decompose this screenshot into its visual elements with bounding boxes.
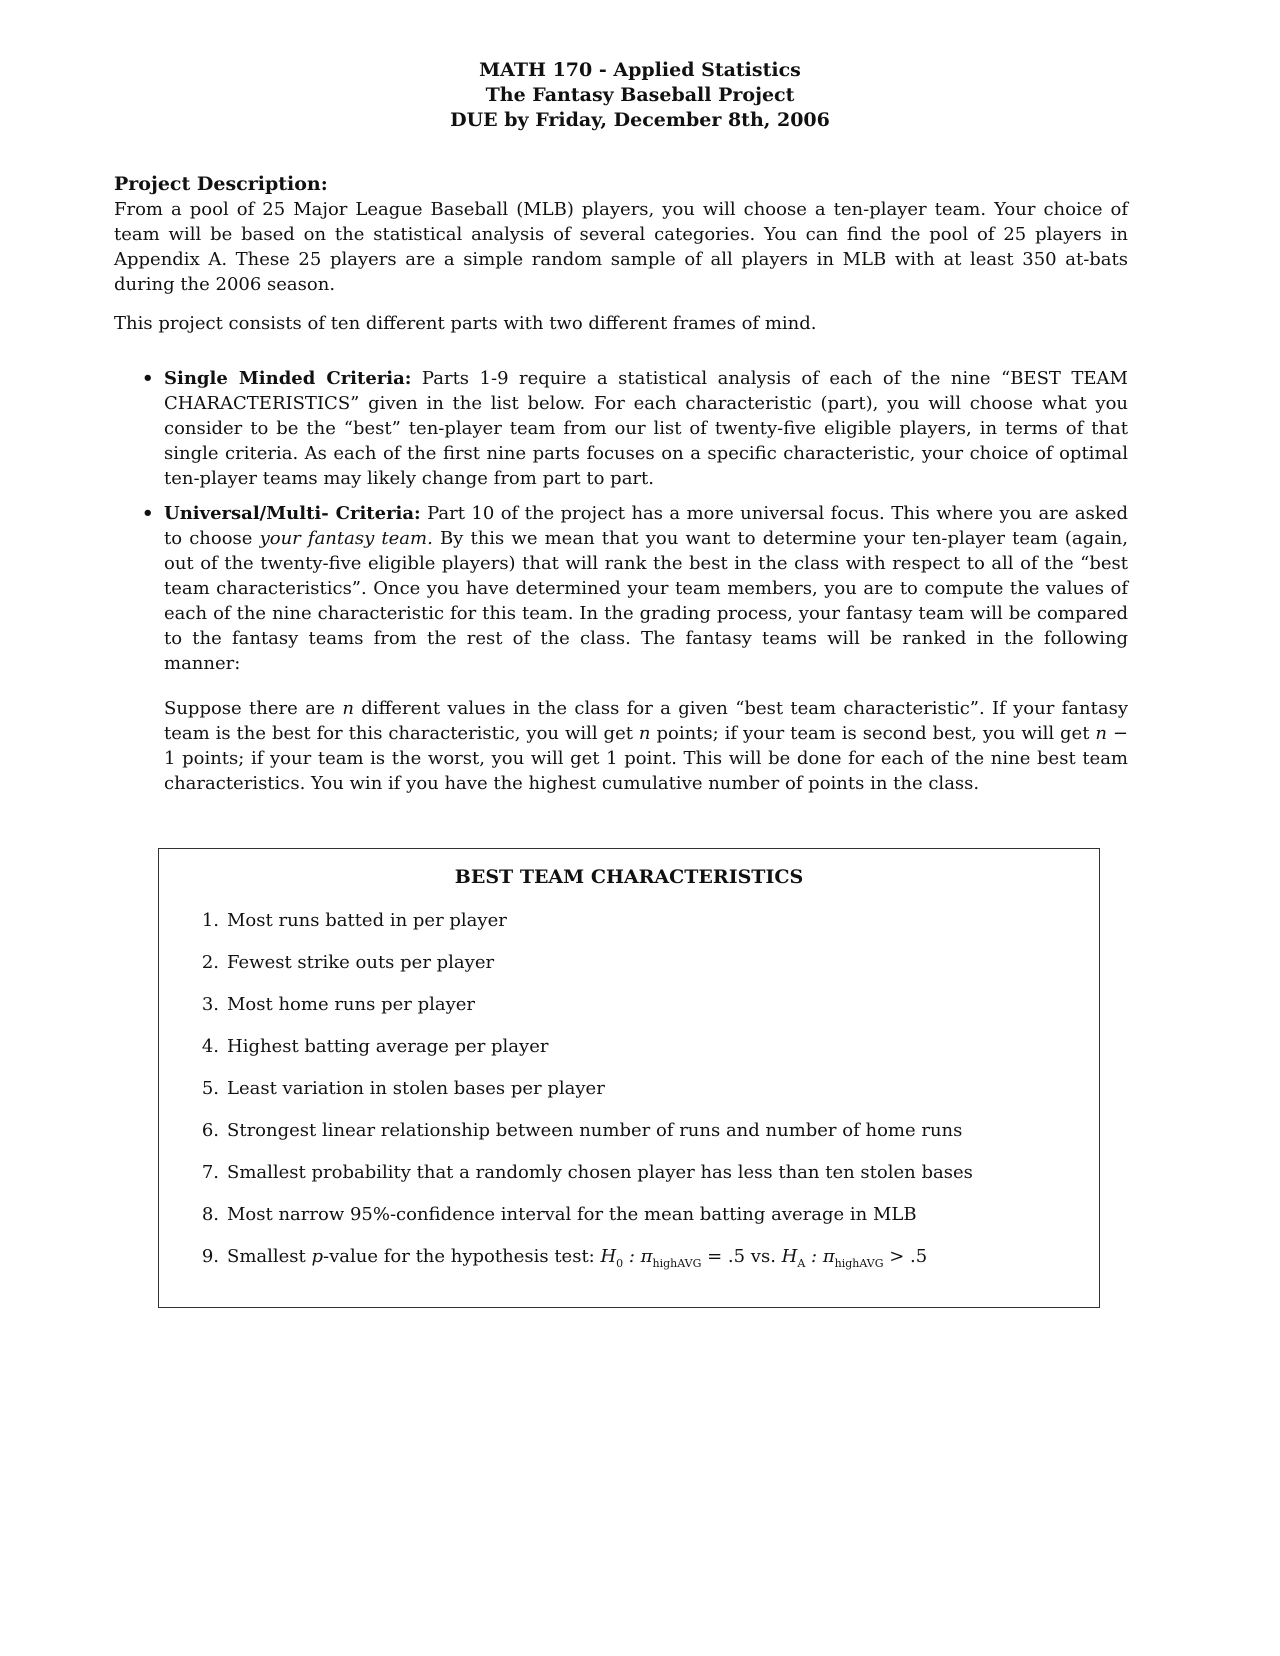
bullet-dot-icon: • — [142, 503, 154, 524]
section-title-description: Project Description: — [114, 173, 328, 195]
item-number: 7. — [201, 1162, 219, 1183]
hyp-text: > .5 — [883, 1246, 928, 1267]
list-item — [191, 908, 1071, 950]
item-number: 6. — [201, 1120, 219, 1141]
ranking-text: − 1 points; if your team is the worst, you will get 1 point. This will be done for each of the nine best team characteristics. You win if you have the highest cumulative number of points in the class. — [164, 723, 1128, 794]
item-text: Fewest strike outs per player — [227, 952, 495, 973]
list-item — [191, 992, 1071, 1034]
ranking-var: n — [342, 698, 354, 719]
list-item — [191, 1202, 1071, 1244]
list-item — [191, 950, 1071, 992]
hyp-subscript: A — [797, 1257, 806, 1270]
bullet-lead: Single Minded Criteria: — [164, 368, 412, 389]
item-number: 5. — [201, 1078, 219, 1099]
description-paragraph: From a pool of 25 Major League Baseball (MLB) players, you will choose a ten-player team. Your choice of team will be based on the statistical analysis of several categories. You can find the pool of 25 players in Appendix A. These 25 players are a simple random sample of all players in MLB with at least 350 at-bats during the 2006 season. — [114, 199, 1128, 295]
item-number: 9. — [201, 1246, 219, 1267]
ranking-var: n — [638, 723, 651, 744]
criteria-bullet-list — [114, 366, 1128, 686]
hyp-subscript: 0 — [616, 1257, 624, 1270]
item-number: 8. — [201, 1204, 219, 1225]
item-number: 1. — [201, 910, 219, 931]
bullet-text: Part 10 of the project has a more universal focus. This where you are asked to choose — [164, 503, 1128, 549]
bullet-universal — [114, 501, 1128, 676]
item-number: 4. — [201, 1036, 219, 1057]
item-text: Most narrow 95%-confidence interval for the mean batting average in MLB — [227, 1204, 917, 1225]
ranking-var: n — [1095, 723, 1107, 744]
item-text: Smallest probability that a randomly chosen player has less than ten stolen bases — [227, 1162, 973, 1183]
list-item — [191, 1076, 1071, 1118]
bullet-lead: Universal/Multi- Criteria: — [164, 503, 421, 524]
due-date: DUE by Friday, December 8th, 2006 — [450, 109, 830, 131]
characteristics-title: BEST TEAM CHARACTERISTICS — [454, 866, 804, 888]
bullet-emphasis: your fantasy team. — [259, 528, 433, 549]
list-item-hypothesis — [191, 1244, 1071, 1286]
bullet-single-minded — [114, 366, 1128, 491]
hyp-math: p — [311, 1246, 324, 1267]
bullet-dot-icon: • — [142, 368, 154, 389]
list-item — [191, 1118, 1071, 1160]
item-number: 2. — [201, 952, 219, 973]
hyp-text: = .5 vs. — [701, 1246, 782, 1267]
document-header — [0, 58, 1280, 133]
bullet-text: Parts 1-9 require a statistical analysis of each of the nine “BEST TEAM CHARACTERISTICS” given in the list below. For each characteristic (part), you will choose what you consider to be the “best” ten-player team from our list of twenty-five eligible players, in terms of that single criteria. As each of the first nine parts focuses on a specific characteristic, your choice of optimal ten-player teams may likely change from part to part. — [164, 368, 1128, 489]
item-text: Least variation in stolen bases per player — [227, 1078, 605, 1099]
parts-intro-paragraph: This project consists of ten different parts with two different frames of mind. — [114, 313, 817, 334]
item-text: Most runs batted in per player — [227, 910, 507, 931]
hyp-subscript: highAVG — [652, 1257, 702, 1270]
item-text: Highest batting average per player — [227, 1036, 549, 1057]
item-text: Strongest linear relationship between number of runs and number of home runs — [227, 1120, 963, 1141]
list-item — [191, 1160, 1071, 1202]
ranking-paragraph — [164, 696, 1128, 796]
list-item — [191, 1034, 1071, 1076]
hyp-math: : π — [805, 1246, 835, 1267]
item-number: 3. — [201, 994, 219, 1015]
characteristics-list — [191, 908, 1071, 1286]
characteristics-box — [158, 848, 1100, 1308]
ranking-text: points; if your team is second best, you will get — [650, 723, 1096, 744]
hyp-math: : π — [623, 1246, 653, 1267]
hyp-text: -value for the hypothesis test: — [323, 1246, 601, 1267]
ranking-text: different values in the class for a given “best team characteristic”. If your fantasy team is the best for this characteristic, you will get — [164, 698, 1128, 744]
ranking-text: Suppose there are — [164, 698, 343, 719]
project-title: The Fantasy Baseball Project — [485, 84, 795, 106]
hyp-math: H — [781, 1246, 798, 1267]
hyp-math: H — [600, 1246, 617, 1267]
course-title: MATH 170 - Applied Statistics — [479, 59, 801, 81]
item-text — [227, 1244, 927, 1286]
hyp-subscript: highAVG — [834, 1257, 884, 1270]
item-text: Most home runs per player — [227, 994, 476, 1015]
bullet-text: By this we mean that you want to determine your ten-player team (again, out of the twenty-five eligible players) that will rank the best in the class with respect to all of the “best team characteristics”. Once you have determined your team members, you are to compute the values of each of the nine characteristic for this team. In the grading process, your fantasy team will be compared to the fantasy teams from the rest of the class. The fantasy teams will be ranked in the following manner: — [164, 528, 1128, 674]
hyp-text: Smallest — [227, 1246, 312, 1267]
